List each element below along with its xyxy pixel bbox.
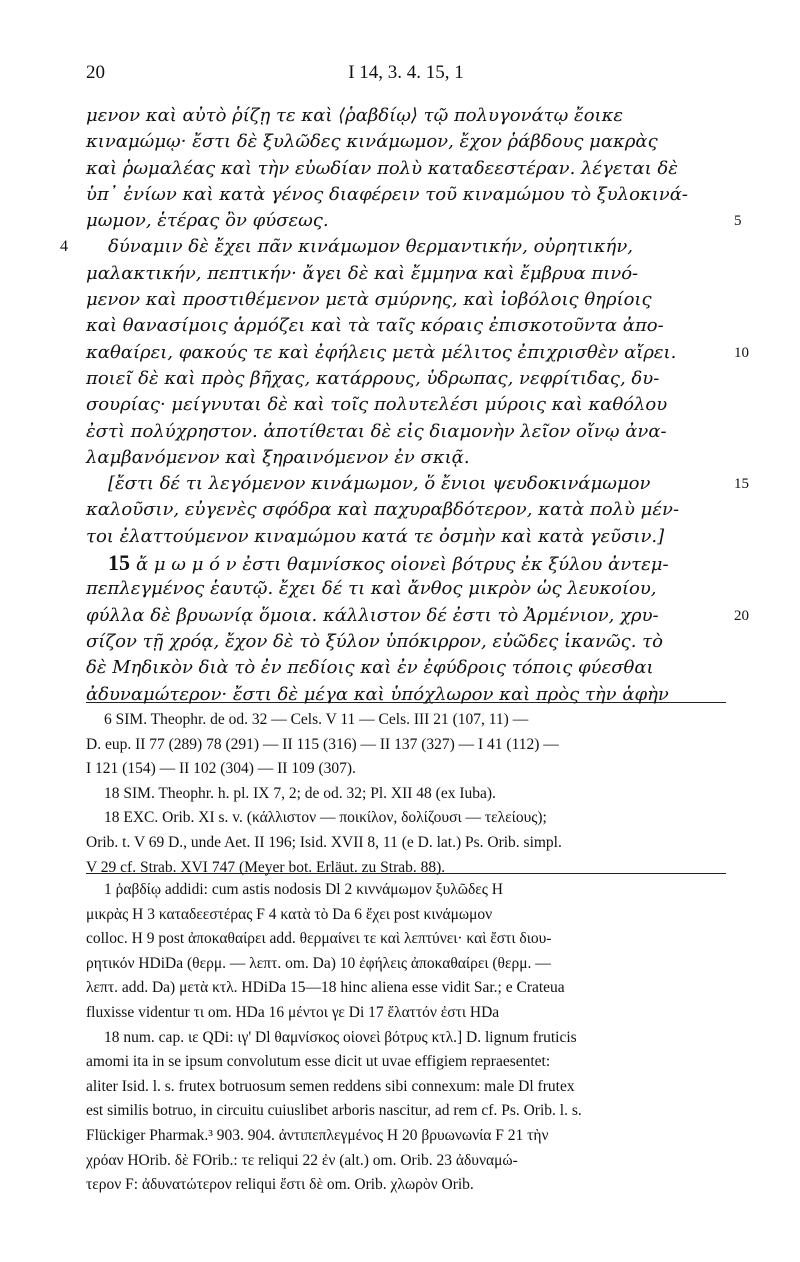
testimonia-line: 6 SIM. Theophr. de od. 32 — Cels. V 11 — Cels. III 21 (107, 11) —	[104, 711, 529, 728]
text-line	[86, 129, 726, 155]
text-line	[86, 103, 726, 129]
line-text: ποιεῖ δὲ καὶ πρὸς βῆχας, κατάρρους, ὑδρωπας, νεφρίτιδας, δυ-	[86, 367, 660, 389]
text-line	[60, 234, 726, 260]
text-line	[86, 208, 742, 234]
main-greek-text	[60, 103, 749, 708]
line-text: καλοῦσιν, εὐγενὲς σφόδρα καὶ παχυραβδότερον, κατὰ πολὺ μέν-	[86, 499, 680, 521]
line-text: φύλλα δὲ βρυωνίᾳ ὅμοια. κάλλιστον δέ ἐστι τὸ Ἀρμένιον, χρυ-	[86, 604, 659, 626]
text-line	[86, 471, 749, 497]
section-number: 15	[108, 550, 130, 576]
apparatus-line: λεπτ. add. Da) μετὰ κτλ. HDiDa 15—18 hinc aliena esse vidit Sar.; e Crateua	[86, 979, 565, 997]
text-line	[86, 340, 749, 366]
divider-rule	[86, 702, 726, 703]
text-line	[86, 392, 726, 418]
line-number: 10	[734, 344, 749, 361]
line-text: μενον καὶ προστιθέμενον μετὰ σμύρνης, καὶ ἰοβόλοις θηρίοις	[86, 289, 652, 311]
testimonia-line: D. eup. II 77 (289) 78 (291) — II 115 (316) — II 137 (327) — I 41 (112) —	[86, 735, 559, 753]
line-text: μαλακτικήν, πεπτικήν· ἄγει δὲ καὶ ἔμμηνα καὶ ἔμβρυα πινό-	[86, 262, 639, 284]
text-line	[86, 576, 726, 602]
line-text: πεπλεγμένος ἑαυτῷ. ἔχει δέ τι καὶ ἄνθος μικρὸν ὡς λευκοίου,	[86, 578, 657, 600]
text-line	[86, 497, 726, 523]
line-text: ἄ μ ω μ ό ν ἐστι θαμνίσκος οἱονεὶ βότρυς ἐκ ξύλου ἀντεμ-	[136, 554, 669, 576]
line-text: ἀδυναμώτερον· ἔστι δὲ μέγα καὶ ὑπόχλωρον καὶ πρὸς τὴν ἁφὴν	[86, 683, 669, 705]
text-line	[86, 445, 726, 471]
apparatus-line: colloc. H 9 post ἀποκαθαίρει add. θερμαίνει τε καὶ λεπτύνει· καὶ ἔστι διου-	[86, 930, 552, 948]
divider-rule	[86, 873, 726, 874]
line-text: κιναμώμῳ· ἔστι δὲ ξυλῶδες κινάμωμον, ἔχον ῥάβδους μακρὰς	[86, 131, 658, 153]
line-text: καθαίρει, φακούς τε καὶ ἐφήλεις μετὰ μέλιτος ἐπιχρισθὲν αἴρει.	[86, 341, 677, 363]
line-text: μωμον, ἑτέρας ὂν φύσεως.	[86, 210, 329, 232]
apparatus-line: est similis botruo, in circuitu cuiuslibet arboris nascitur, ad rem cf. Ps. Orib. l. s.	[86, 1102, 582, 1120]
apparatus-line: Flückiger Pharmak.³ 903. 904. ἀντιπεπλεγμένος H 20 βρυωνωνία F 21 τὴν	[86, 1126, 549, 1144]
apparatus-line: aliter Isid. l. s. frutex botruosum semen reddens sibi connexum: male Dl frutex	[86, 1077, 575, 1095]
line-number: 20	[734, 607, 749, 624]
line-text: λαμβανόμενον καὶ ξηραινόμενον ἐν σκιᾷ.	[86, 446, 470, 468]
text-line	[86, 629, 726, 655]
text-line	[86, 287, 726, 313]
text-line	[86, 682, 726, 708]
text-line	[86, 366, 726, 392]
text-line	[86, 655, 726, 681]
page-number: 20	[86, 62, 105, 83]
running-head	[86, 62, 726, 86]
text-line	[86, 603, 749, 629]
apparatus-line: 1 ῥαβδίῳ addidi: cum astis nodosis Dl 2 κιννάμωμον ξυλῶδες H	[104, 881, 503, 898]
chapter-reference: I 14, 3. 4. 15, 1	[348, 62, 464, 83]
testimonia-line: 18 SIM. Theophr. h. pl. IX 7, 2; de od. 32; Pl. XII 48 (ex Iuba).	[104, 784, 496, 802]
line-text: ὑπ᾽ ἐνίων καὶ κατὰ γένος διαφέρειν τοῦ κιναμώμου τὸ ξυλοκινά-	[86, 183, 688, 205]
line-text: τοι ἐλαττούμενον κιναμώμου κατά τε ὀσμὴν καὶ κατὰ γεῦσιν.]	[86, 525, 665, 547]
line-text: καὶ θανασίμοις ἁρμόζει καὶ τὰ ταῖς κόραις ἐπισκοτοῦντα ἀπο-	[86, 315, 664, 337]
text-line	[86, 313, 726, 339]
section-margin-number: 4	[60, 238, 68, 256]
line-text: ἐστὶ πολύχρηστον. ἀποτίθεται δὲ εἰς διαμονὴν λεῖον οἴνῳ ἀνα-	[86, 420, 667, 442]
text-line	[86, 261, 726, 287]
testimonia-line: V 29 cf. Strab. XVI 747 (Meyer bot. Erläut. zu Strab. 88).	[86, 858, 446, 876]
line-text: σίζον τῇ χρόᾳ, ἔχον δὲ τὸ ξύλον ὑπόκιρρον, εὐῶδες ἱκανῶς. τὸ	[86, 630, 663, 652]
text-line	[86, 419, 726, 445]
apparatus-line: amomi ita in se ipsum convolutum esse dicit ut uvae effigiem repraesentet:	[86, 1053, 551, 1071]
apparatus-line: μικρὰς H 3 καταδεεστέρας F 4 κατὰ τὸ Da 6 ἔχει post κινάμωμον	[86, 905, 493, 923]
apparatus-line: 18 num. cap. ιε QDi: ιγ' Dl θαμνίσκος οἱονεὶ βότρυς κτλ.] D. lignum fruticis	[104, 1028, 577, 1046]
line-number: 5	[734, 213, 742, 230]
text-line	[86, 156, 726, 182]
testimonia-line: Orib. t. V 69 D., unde Aet. II 196; Isid. XVII 8, 11 (e D. lat.) Ps. Orib. simpl.	[86, 833, 562, 851]
line-text: καὶ ῥωμαλέας καὶ τὴν εὐωδίαν πολὺ καταδεεστέραν. λέγεται δὲ	[86, 157, 678, 179]
line-text: δύναμιν δὲ ἔχει πᾶν κινάμωμον θερμαντικήν, οὐρητικήν,	[108, 236, 633, 258]
line-text: σουρίας· μείγνυται δὲ καὶ τοῖς πολυτελέσι μύροις καὶ καθόλου	[86, 394, 668, 416]
testimonia-apparatus	[86, 708, 726, 880]
text-line	[86, 182, 726, 208]
apparatus-line: τερον F: ἀδυνατώτερον reliqui ἔστι δὲ om. Orib. χλωρὸν Orib.	[86, 1176, 474, 1194]
line-text: δὲ Μηδικὸν διὰ τὸ ἐν πεδίοις καὶ ἐν ἐφύδροις τόποις φύεσθαι	[86, 657, 654, 679]
testimonia-line: I 121 (154) — II 102 (304) — II 109 (307).	[86, 760, 356, 778]
line-text: [ἔστι δέ τι λεγόμενον κινάμωμον, ὅ ἔνιοι ψευδοκινάμωμον	[108, 473, 651, 495]
apparatus-line: fluxisse videntur τι om. HDa 16 μέντοι γε Di 17 ἔλαττόν ἐστι HDa	[86, 1003, 500, 1021]
testimonia-line: 18 EXC. Orib. XI s. v. (κάλλιστον — ποικίλον, δολίζουσι — τελείους);	[104, 809, 547, 827]
critical-apparatus	[86, 878, 726, 1198]
apparatus-line: χρόαν HOrib. δὲ FOrib.: τε reliqui 22 ἐν (alt.) om. Orib. 23 ἀδυναμώ-	[86, 1151, 518, 1169]
text-line	[86, 524, 726, 550]
line-number: 15	[734, 476, 749, 493]
line-text: μενον καὶ αὐτὸ ῥίζῃ τε καὶ ⟨ῥαβδίῳ⟩ τῷ πολυγονάτῳ ἔοικε	[86, 105, 624, 126]
apparatus-line: ρητικόν HDiDa (θερμ. — λεπτ. om. Da) 10 ἐφήλεις ἀποκαθαίρει (θερμ. —	[86, 954, 551, 972]
text-line	[86, 550, 726, 576]
